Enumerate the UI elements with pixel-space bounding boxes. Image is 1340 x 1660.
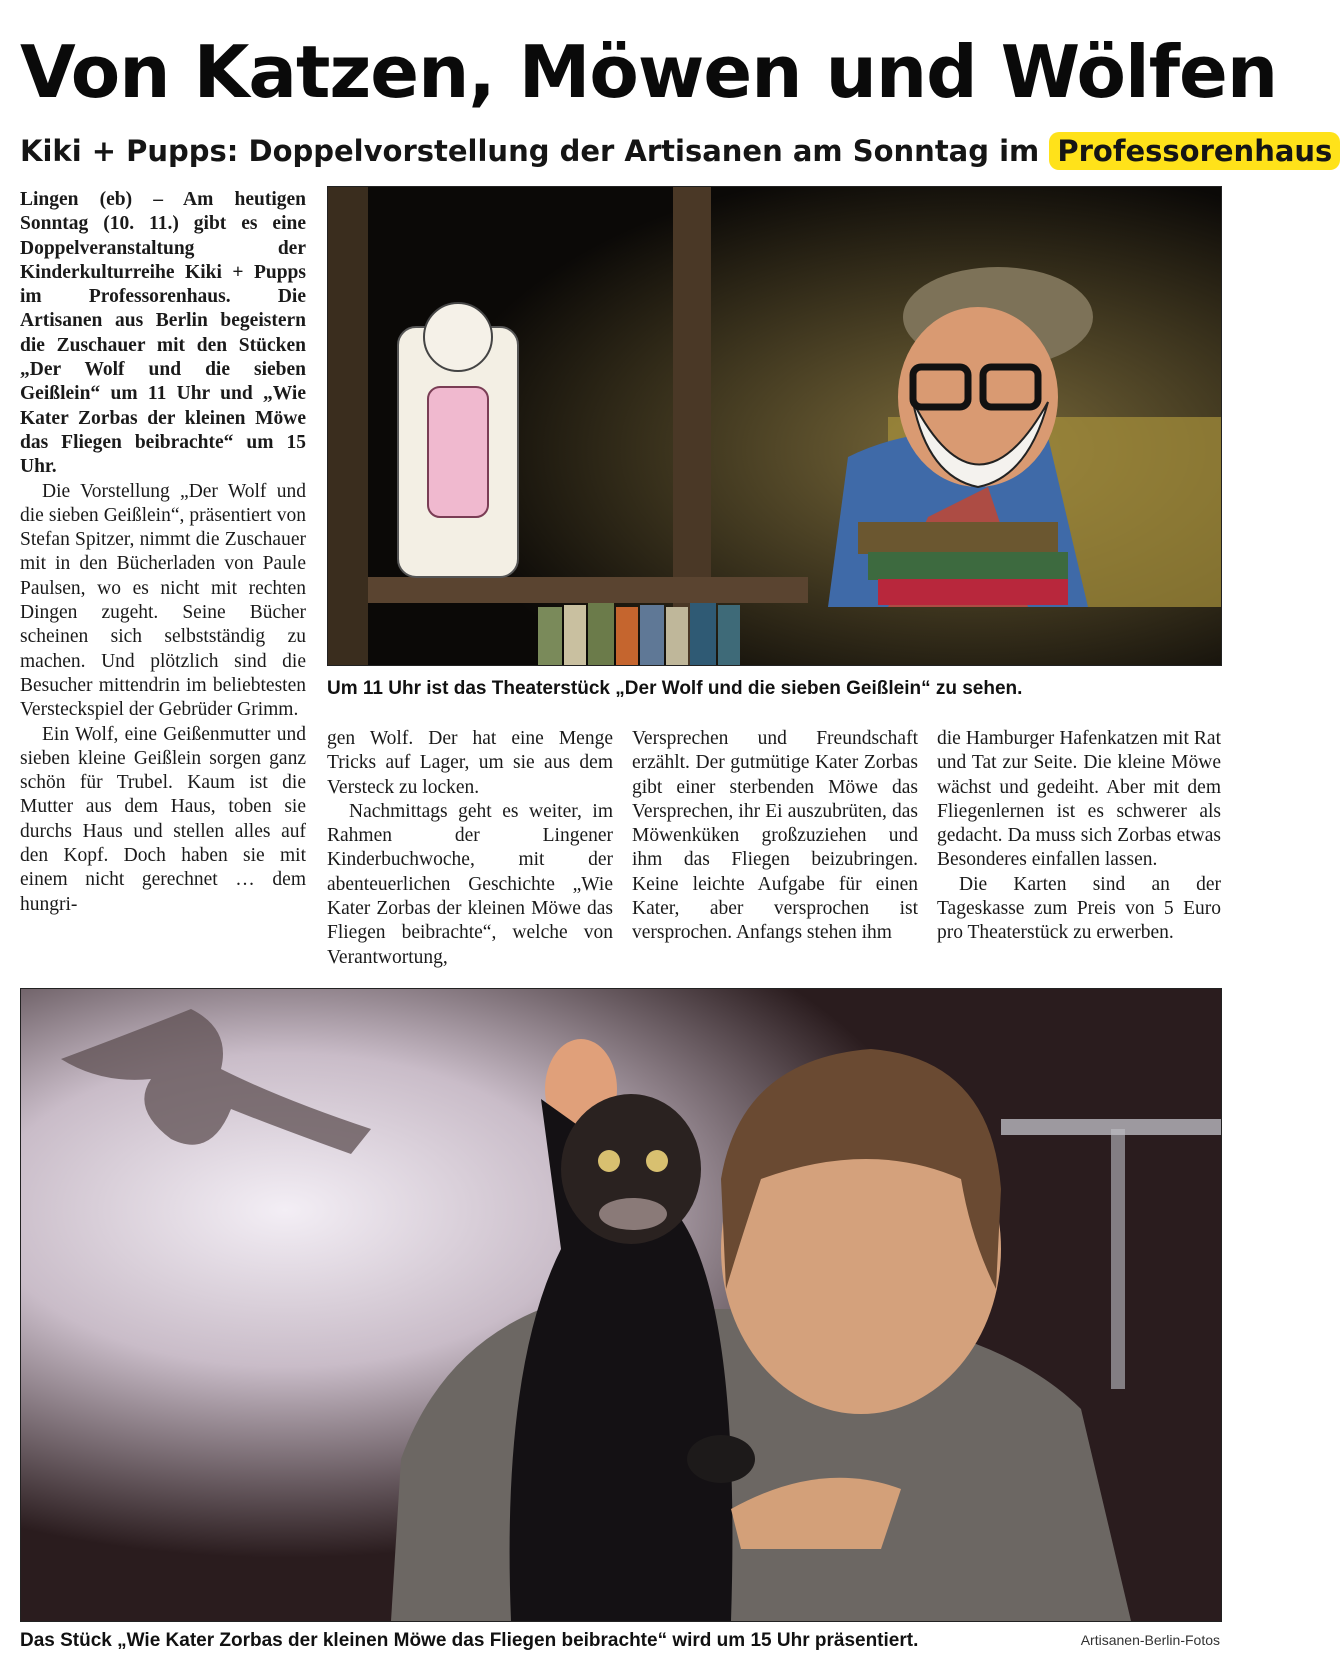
headline: Von Katzen, Möwen und Wölfen [20,30,1278,114]
article-paragraph-2-end: gen Wolf. Der hat eine Menge Tricks auf Lager, um sie aus dem Versteck zu locken. [327,728,613,798]
photo-cat-performance [20,988,1222,1622]
article-paragraph-4: Die Karten sind an der Tageskasse zum Preis von 5 Euro pro Theaterstück zu erwerben. [937,873,1221,944]
article-paragraph-3-end: die Hamburger Hafenkatzen mit Rat und Tat zur Seite. Die kleine Möwe wächst und gedeiht. Aber mit dem Fliegenlernen ist es schwerer als gedacht. Da muss sich Zorbas etwas Besonderes einfallen lassen. [937,728,1221,871]
article-column-4 [937,727,1221,946]
article-column-1 [20,188,306,917]
article-paragraph-3-middle: Versprechen und Freundschaft erzählt. Der gutmütige Kater Zorbas gibt einer sterbenden Möwe das Versprechen, ihr Ei auszubrüten, das Möwenküken großzuziehen und ihm das Fliegen beizubringen. Keine leichte Aufgabe für einen Kater, aber versprochen ist versprochen. Anfangs stehen ihm [632,728,918,944]
article-column-2 [327,727,613,970]
photo-2-caption: Das Stück „Wie Kater Zorbas der kleinen Möwe das Fliegen beibrachte“ wird um 15 Uhr präsentiert. [20,1630,919,1651]
article-column-3 [632,727,918,946]
subheadline-text: Kiki + Pupps: Doppelvorstellung der Artisanen am Sonntag im [20,134,1040,168]
article-paragraph-1: Die Vorstellung „Der Wolf und die sieben Geißlein“, präsentiert von Stefan Spitzer, nimmt die Zuschauer mit in den Bücherladen von Paule Paulsen, wo es nicht mit rechten Dingen zugeht. Seine Bücher scheinen sich selbstständig zu machen. Und plötzlich sind die Besucher mittendrin im beliebtesten Versteckspiel der Gebrüder Grimm. [20,480,306,721]
photo-wolf-illustration [328,187,1221,665]
subheadline [20,126,1340,176]
photo-1-caption: Um 11 Uhr ist das Theaterstück „Der Wolf und die sieben Geißlein“ zu sehen. [327,678,1023,699]
photo-credit: Artisanen-Berlin-Fotos [1080,1632,1220,1648]
article-paragraph-2-start: Ein Wolf, eine Geißenmutter und sieben kleine Geißlein sorgen ganz schön für Trubel. Kaum ist die Mutter aus dem Haus, toben sie durchs Haus und stellen alles auf den Kopf. Doch haben sie mit einem nicht gerechnet … dem hungri- [20,723,306,915]
article-lead: Lingen (eb) – Am heutigen Sonntag (10. 11.) gibt es eine Doppelveranstaltung der Kinderkulturreihe Kiki + Pupps im Professorenhaus. Die Artisanen aus Berlin begeistern die Zuschauer mit den Stücken „Der Wolf und die sieben Geißlein“ um 11 Uhr und „Wie Kater Zorbas der kleinen Möwe das Fliegen beibrachte“ um 15 Uhr. [20,189,306,478]
subheadline-highlight: Professorenhaus [1049,132,1340,170]
photo-cat-illustration [21,989,1221,1621]
photo-wolf-performance [327,186,1222,666]
article-paragraph-3-start: Nachmittags geht es weiter, im Rahmen der Lingener Kinderbuchwoche, mit der abenteuerlichen Geschichte „Wie Kater Zorbas der kleinen Möwe das Fliegen beibrachte“, welche von Verantwortung, [327,800,613,968]
